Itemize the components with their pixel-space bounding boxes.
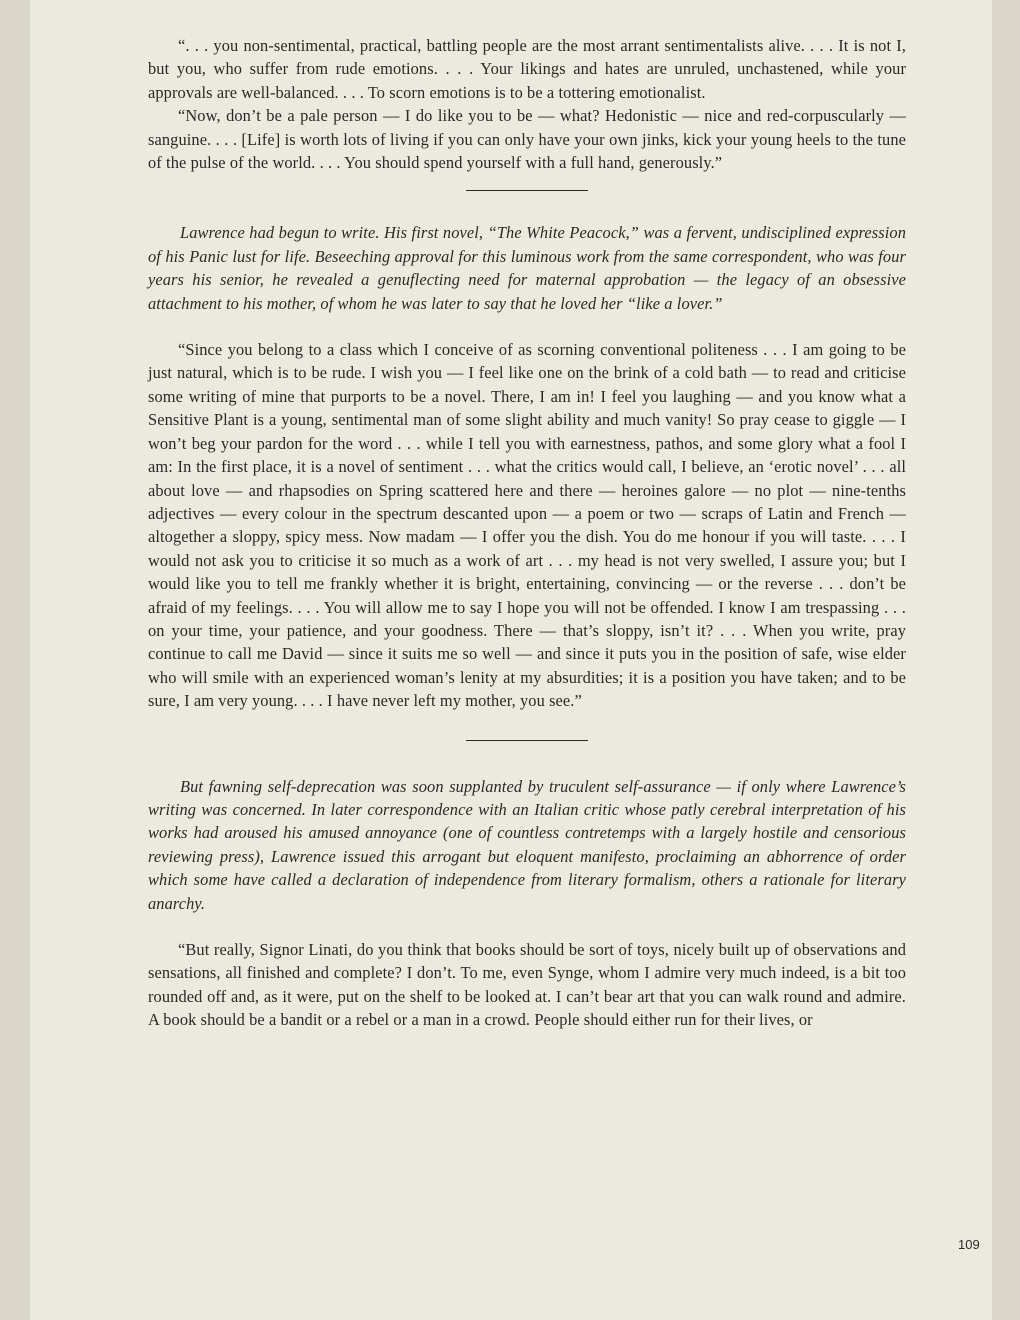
section-divider <box>466 740 588 741</box>
letter-paragraph-2: “Now, don’t be a pale person — I do like you to be — what? Hedonistic — nice and red-corpuscularly — sanguine. . . . [Life] is worth lots of living if you can only have your own jinks, kick your young heels to the tune of the pulse of the world. . . . You should spend yourself with a full hand, generously.” <box>148 106 906 173</box>
letter-paragraph-1: “. . . you non-sentimental, practical, battling people are the most arrant sentimentalists alive. . . . It is not I, but you, who suffer from rude emotions. . . . Your likings and hates are unruled, unchastened, while your approvals are well-balanced. . . . To scorn emotions is to be a tottering emotionalist. <box>148 36 906 102</box>
letter-paragraph-3: “Since you belong to a class which I conceive of as scorning conventional politeness . . . I am going to be just natural, which is to be rude. I wish you — I feel like one on the brink of a cold bath — to read and criticise some writing of mine that purports to be a novel. There, I am in! I feel you laughing — and you know what a Sensitive Plant is a young, sentimental man of some slight ability and much vanity! So pray cease to giggle — I won’t beg your pardon for the word . . . while I tell you with earnestness, pathos, and some glory what a fool I am: In the first place, it is a novel of sentiment . . . what the critics would call, I believe, an ‘erotic novel’ . . . all about love — and rhapsodies on Spring scattered here and there — heroines galore — no plot — nine-tenths adjectives — every colour in the spectrum descanted upon — a poem or two — scraps of Latin and French — altogether a sloppy, spicy mess. Now madam — I offer you the dish. You do me honour if you will taste. . . . I would not ask you to criticise it so much as a work of art . . . my head is not very swelled, I assure you; but I would like you to tell me frankly whether it is bright, entertaining, convincing — or the reverse . . . don’t be afraid of my feelings. . . . You will allow me to say I hope you will not be offended. I know I am trespassing . . . on your time, your patience, and your goodness. There — that’s sloppy, isn’t it? . . . When you write, pray continue to call me David — since it suits me so well — and since it puts you in the position of safe, wise elder who will smile with an experienced woman’s lenity at my absurdities; it is a position you have taken; and to be sure, I am very young. . . . I have never left my mother, you see.” <box>148 340 906 711</box>
document-page <box>30 0 992 1320</box>
text-column <box>148 34 906 1032</box>
page-number: 109 <box>958 1237 980 1252</box>
section-divider <box>466 190 588 191</box>
commentary-paragraph-2: But fawning self-deprecation was soon supplanted by truculent self-assurance — if only where Lawrence’s writing was concerned. In later correspondence with an Italian critic whose patly cerebral interpretation of his works had aroused his amused annoyance (one of countless contretemps with a largely hostile and censorious reviewing press), Lawrence issued this arrogant but eloquent manifesto, proclaiming an abhorrence of order which some have called a declaration of independence from literary formalism, others a rationale for literary anarchy. <box>148 776 906 913</box>
commentary-paragraph-1: Lawrence had begun to write. His first novel, “The White Peacock,” was a fervent, undisciplined expression of his Panic lust for life. Beseeching approval for this luminous work from the same correspondent, who was four years his senior, he revealed a genuflecting need for maternal approbation — the legacy of an obsessive attachment to his mother, of whom he was later to say that he loved her “like a lover.” <box>148 223 906 313</box>
letter-paragraph-4: “But really, Signor Linati, do you think that books should be sort of toys, nicely built up of observations and sensations, all finished and complete? I don’t. To me, even Synge, whom I admire very much indeed, is a bit too rounded off and, as it were, put on the shelf to be looked at. I can’t bear art that you can walk round and admire. A book should be a bandit or a rebel or a man in a crowd. People should either run for their lives, or <box>148 940 906 1030</box>
